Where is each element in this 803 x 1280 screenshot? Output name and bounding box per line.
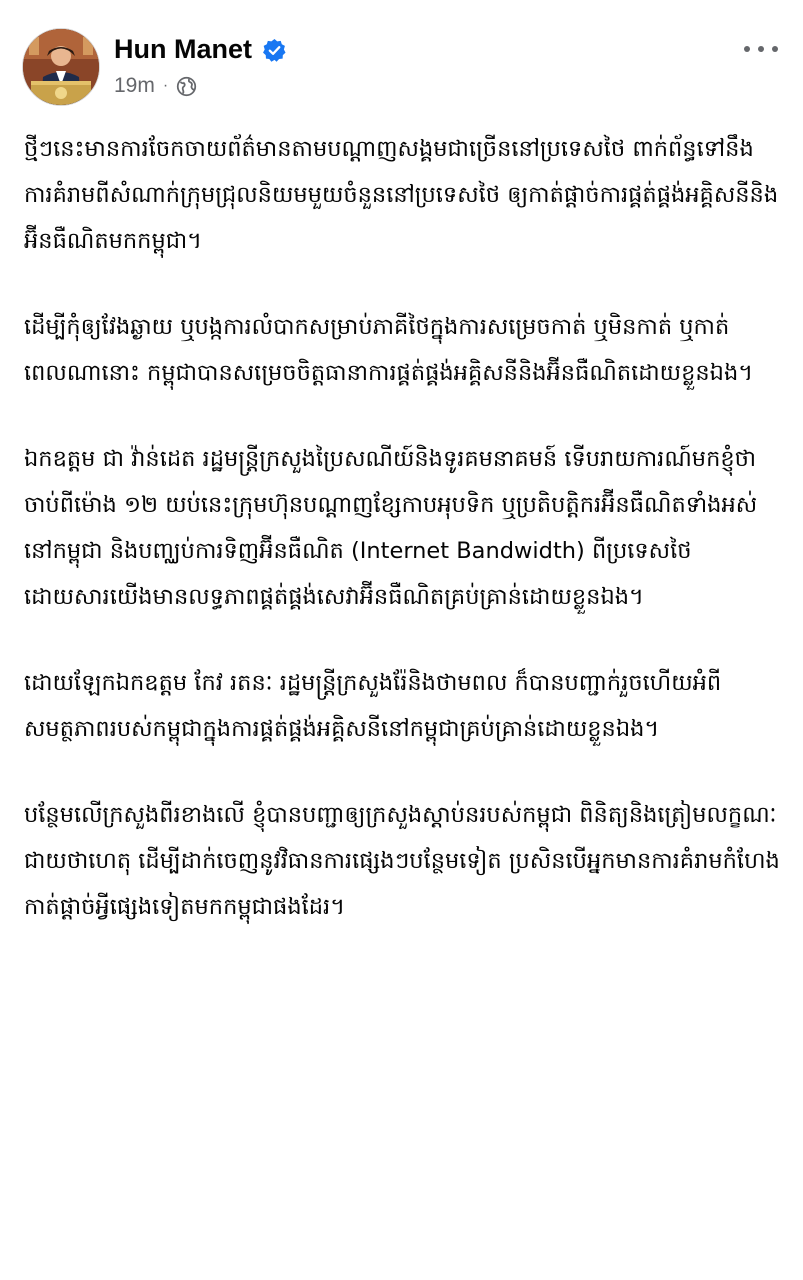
author-name[interactable]: Hun Manet [114,34,252,64]
avatar[interactable] [22,28,100,106]
verified-badge-icon [262,38,287,63]
post-body [24,126,780,930]
post-paragraph: បន្ថែមលើក្រសួងពីរខាងលើ ខ្ញុំបានបញ្ជាឲ្យក្រសួងស្ដាប់នរបស់កម្ពុជា ពិនិត្យនិងត្រៀមលក្ខណៈជាយថាហេតុ ដើម្បីដាក់ចេញនូវវិធានការផ្សេងៗបន្ថែមទៀត ប្រសិនបើអ្នកមានការគំរាមកំហែងកាត់ផ្ដាច់អ្វីផ្សេងទៀតមកកម្ពុជាផងដែរ។ [24,802,780,920]
post-meta [114,72,197,100]
post-paragraph: ថ្មីៗនេះមានការចែកចាយព័ត៌មានតាមបណ្ដាញសង្គមជាច្រើននៅប្រទេសថៃ ពាក់ព័ន្ធទៅនឹងការគំរាមពីសំណាក់ក្រុមជ្រុលនិយមមួយចំនួននៅប្រទេសថៃ ឲ្យកាត់ផ្ដាច់ការផ្គត់ផ្គង់អគ្គិសនីនិងអ៊ីនធឺណិតមកកម្ពុជា។ [24,136,779,254]
more-options-icon[interactable] [744,36,778,62]
meta-separator: · [162,77,169,94]
more-dot [772,46,778,52]
avatar-photo [23,29,99,105]
post-paragraph: ដោយឡែកឯកឧត្តម កែវ រតនៈ រដ្ឋមន្ត្រីក្រសួងរ៉ែនិងថាមពល ក៏បានបញ្ជាក់រួចហើយអំពីសមត្ថភាពរបស់កម្ពុជាក្នុងការផ្គត់ផ្គង់អគ្គិសនីនៅកម្ពុជាគ្រប់គ្រាន់ដោយខ្លួនឯង។ [24,670,722,742]
more-dot [744,46,750,52]
post-timestamp[interactable]: 19m [114,74,155,97]
globe-icon[interactable] [176,76,197,97]
post-paragraph: ដើម្បីកុំឲ្យវែងឆ្ងាយ ឬបង្កការលំបាកសម្រាប់ភាគីថៃក្នុងការសម្រេចកាត់ ឬមិនកាត់ ឬកាត់ពេលណានោះ កម្ពុជាបានសម្រេចចិត្តធានាការផ្គត់ផ្គង់អគ្គិសនីនិងអ៊ីនធឺណិតដោយខ្លួនឯង។ [24,314,754,386]
more-dot [758,46,764,52]
post-paragraph: ឯកឧត្តម ជា វ៉ាន់ដេត រដ្ឋមន្ត្រីក្រសួងប្រៃសណីយ៍និងទូរគមនាគមន៍ ទើបរាយការណ៍មកខ្ញុំថា ចាប់ពីម៉ោង ១២ យប់នេះក្រុមហ៊ុនបណ្ដាញខ្សែកាបអុបទិក ឬប្រតិបត្តិករអ៊ីនធឺណិតទាំងអស់នៅកម្ពុជា និងបញ្ឈប់ការទិញអ៊ីនធឺណិត (Internet Bandwidth) ពីប្រទេសថៃ ដោយសារយើងមានលទ្ធភាពផ្គត់ផ្គង់សេវាអ៊ីនធឺណិតគ្រប់គ្រាន់ដោយខ្លួនឯង។ [24,446,758,610]
post-header [22,28,782,108]
